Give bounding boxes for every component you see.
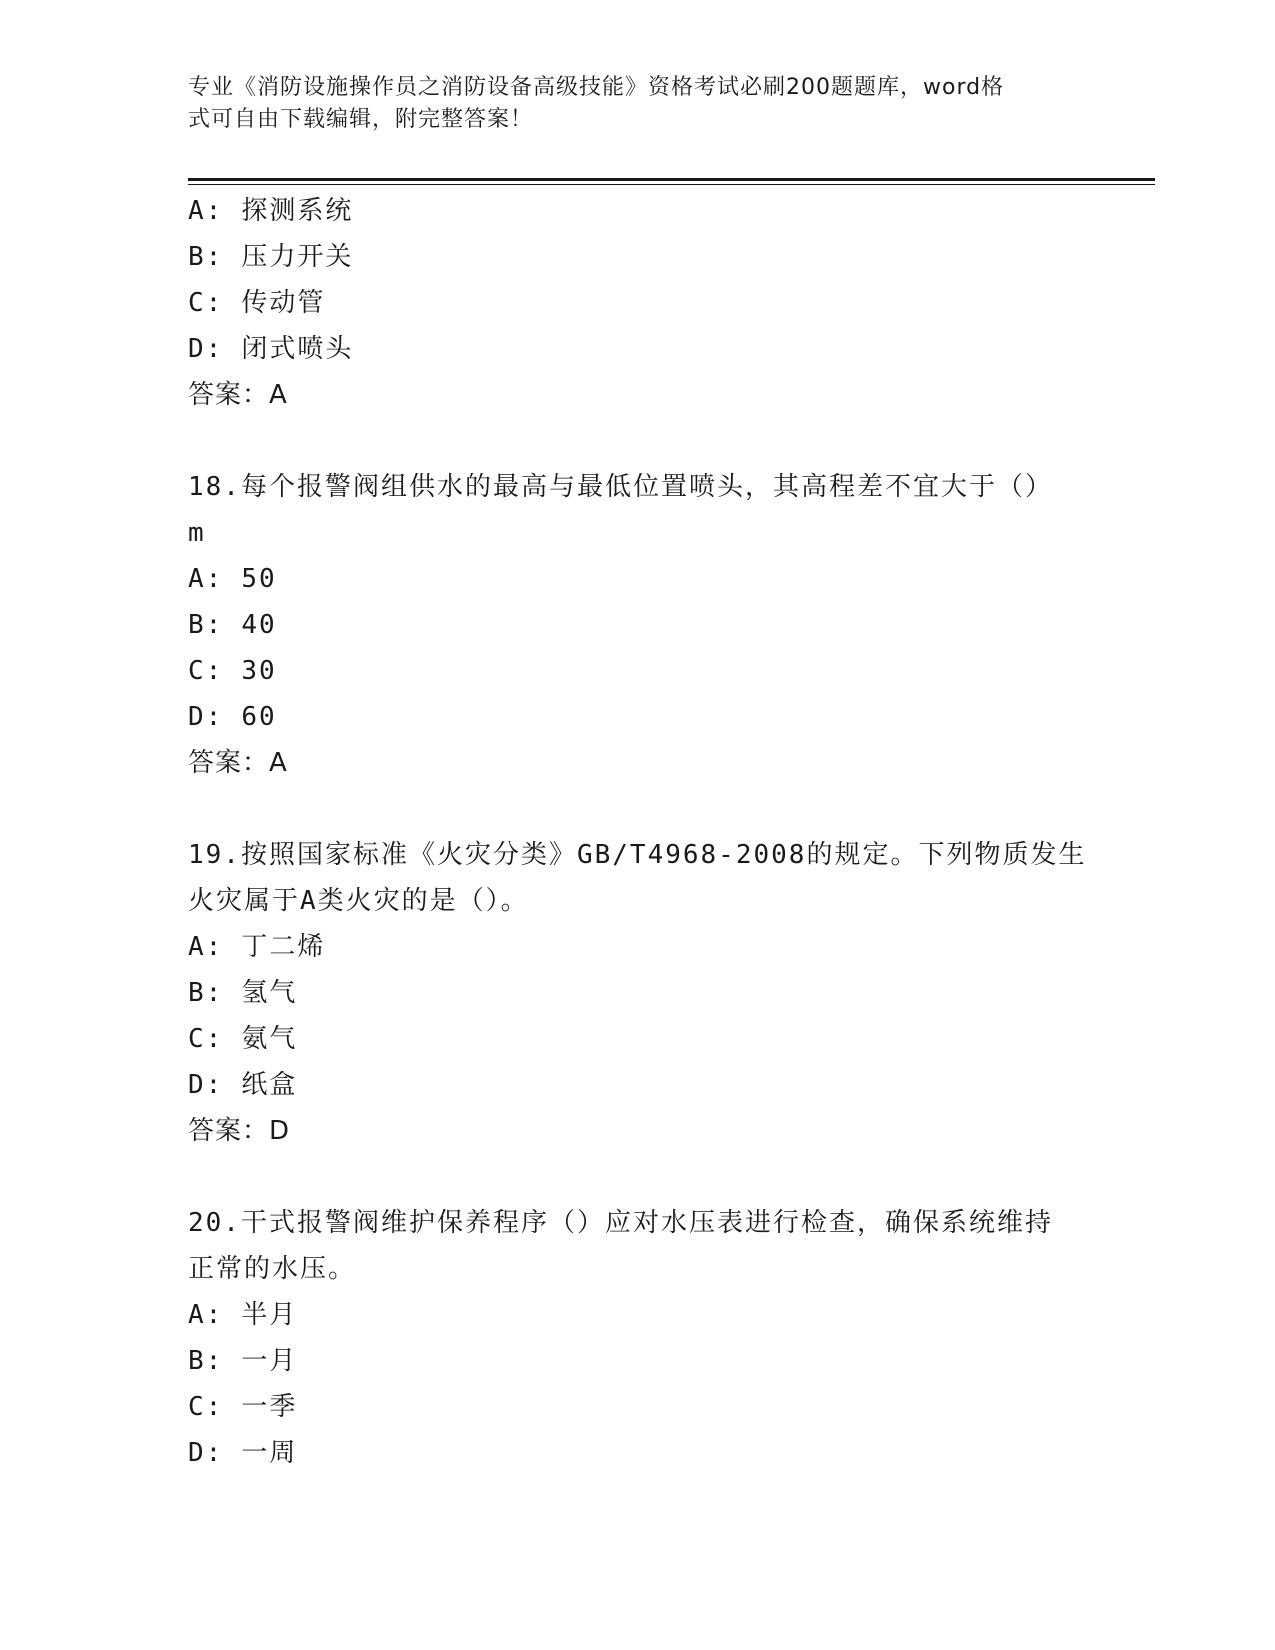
- option-a: A: 丁二烯: [188, 932, 326, 962]
- question-stem: 18.每个报警阀组供水的最高与最低位置喷头，其高程差不宜大于（）: [188, 472, 1053, 502]
- option-c: C: 传动管: [188, 288, 326, 318]
- option-c: C: 30: [188, 656, 277, 686]
- option-d: D: 一周: [188, 1438, 298, 1468]
- header-divider-thick: [188, 178, 1155, 181]
- answer-line: 答案：D: [188, 1116, 291, 1146]
- option-a: A: 50: [188, 564, 277, 594]
- question-20: [188, 1200, 1088, 1476]
- header-line-1: 专业《消防设施操作员之消防设备高级技能》资格考试必刷200题题库，word格: [188, 75, 1005, 100]
- option-b: B: 40: [188, 610, 277, 640]
- question-19: [188, 832, 1088, 1154]
- option-c: C: 氨气: [188, 1024, 298, 1054]
- option-d: D: 60: [188, 702, 277, 732]
- question-stem: 19.按照国家标准《火灾分类》GB/T4968-2008的规定。下列物质发生: [188, 840, 1087, 870]
- question-stem-continued: 火灾属于A类火灾的是（）。: [188, 886, 529, 916]
- option-b: B: 氢气: [188, 978, 298, 1008]
- option-c: C: 一季: [188, 1392, 298, 1422]
- option-d: D: 闭式喷头: [188, 334, 354, 364]
- option-d: D: 纸盒: [188, 1070, 298, 1100]
- spacer: [188, 786, 1088, 832]
- question-stem-continued: 正常的水压。: [188, 1254, 357, 1284]
- document-header: [188, 72, 1068, 136]
- question-stem-continued: m: [188, 518, 206, 548]
- header-divider-thin: [188, 184, 1155, 185]
- option-a: A: 半月: [188, 1300, 298, 1330]
- header-line-2: 式可自由下载编辑，附完整答案！: [188, 107, 534, 132]
- answer-line: 答案：A: [188, 748, 288, 778]
- option-b: B: 压力开关: [188, 242, 354, 272]
- spacer: [188, 1154, 1088, 1200]
- option-a: A: 探测系统: [188, 196, 354, 226]
- question-18: [188, 464, 1088, 786]
- question-list: [188, 188, 1088, 1476]
- question-stem: 20.干式报警阀维护保养程序（）应对水压表进行检查，确保系统维持: [188, 1208, 1053, 1238]
- spacer: [188, 418, 1088, 464]
- option-b: B: 一月: [188, 1346, 298, 1376]
- answer-line: 答案：A: [188, 380, 288, 410]
- question-17-options: [188, 188, 1088, 418]
